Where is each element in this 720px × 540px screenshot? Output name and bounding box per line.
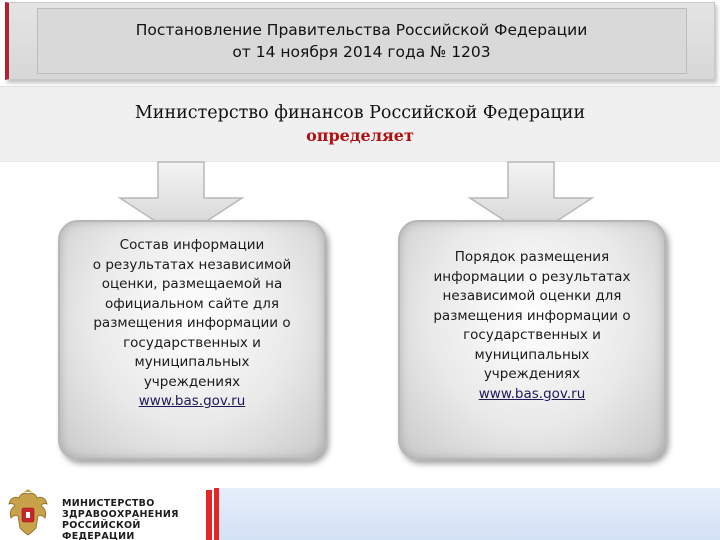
info-box-text: Состав информации о результатах независимой оценки, размещаемой на официальном сайте для размещения информации о государственных и муниципальных учреждениях [92, 237, 292, 390]
decree-title-line1: Постановление Правительства Российской Федерации [135, 21, 588, 39]
ministry-name: Министерство финансов Российской Федерации [134, 103, 586, 123]
double-headed-eagle-icon [6, 488, 50, 538]
health-ministry-logo-text [62, 498, 207, 540]
logo-line2: ЗДРАВООХРАНЕНИЯ [62, 509, 179, 520]
info-box-composition [58, 220, 326, 460]
decree-banner [5, 2, 715, 80]
ministry-band [0, 86, 720, 162]
bas-gov-link[interactable]: www.bas.gov.ru [478, 385, 586, 402]
decree-banner-inner [37, 8, 687, 74]
ministry-verb: определяет [306, 126, 414, 145]
decree-title-line2: от 14 ноября 2014 года № 1203 [232, 43, 491, 61]
logo-line1: МИНИСТЕРСТВО [62, 498, 155, 509]
logo-line3: РОССИЙСКОЙ ФЕДЕРАЦИИ [62, 520, 141, 540]
bas-gov-link[interactable]: www.bas.gov.ru [138, 393, 246, 409]
info-box-procedure [398, 220, 666, 460]
info-box-text: Порядок размещения информации о результатах независимой оценки для размещения информации о государственных и муниципальных учреждениях [433, 249, 631, 382]
footer-blue-band [214, 488, 720, 540]
